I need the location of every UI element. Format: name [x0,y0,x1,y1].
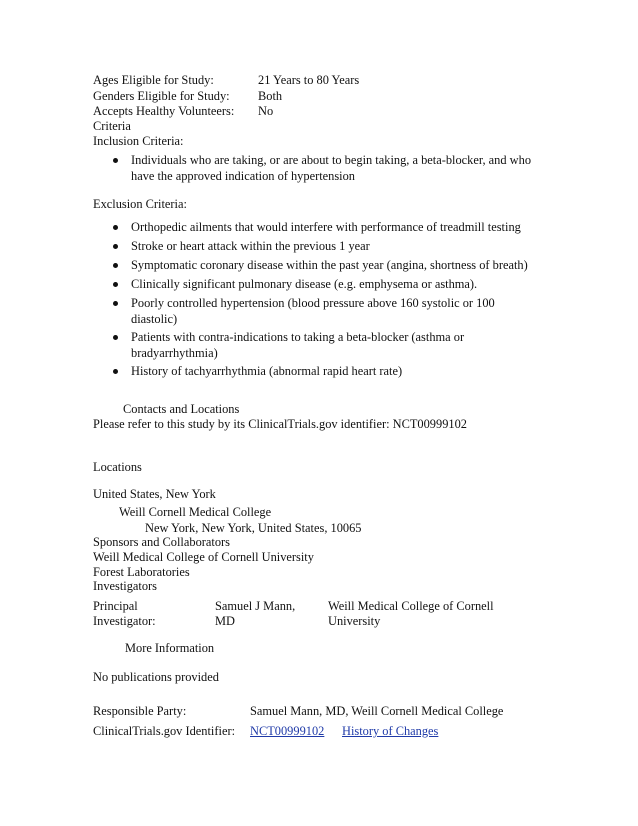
more-info-heading: More Information [125,641,215,655]
genders-value: Both [258,89,283,103]
bullet-icon [113,335,118,340]
bullet-icon [113,282,118,287]
refer-text: Please refer to this study by its ClinicalTrials.gov identifier: NCT00999102 [93,417,467,431]
healthy-volunteers-value: No [258,104,274,118]
publications-text: No publications provided [93,670,219,684]
contacts-heading: Contacts and Locations [123,402,240,416]
sponsor-item: Forest Laboratories [93,565,190,579]
bullet-icon [113,158,118,163]
bullet-icon [113,369,118,374]
responsible-party-value: Samuel Mann, MD, Weill Cornell Medical College [250,704,504,718]
location-address: New York, New York, United States, 10065 [145,521,362,535]
exclusion-heading: Exclusion Criteria: [93,197,187,211]
ages-value: 21 Years to 80 Years [258,73,360,87]
investigator-affiliation: Weill Medical College of Cornell University [328,599,494,628]
bullet-icon [113,225,118,230]
genders-label: Genders Eligible for Study: [93,89,230,103]
location-facility: Weill Cornell Medical College [119,505,272,519]
sponsors-heading: Sponsors and Collaborators [93,535,230,549]
locations-heading: Locations [93,460,142,474]
exclusion-item: Symptomatic coronary disease within the past year (angina, shortness of breath) [131,258,528,272]
investigators-heading: Investigators [93,579,158,593]
investigator-name: Samuel J Mann, MD [215,599,296,628]
identifier-link[interactable]: NCT00999102 [250,724,325,738]
bullet-icon [113,244,118,249]
sponsor-item: Weill Medical College of Cornell University [93,550,314,564]
identifier-label: ClinicalTrials.gov Identifier: [93,724,236,738]
ages-label: Ages Eligible for Study: [93,73,214,87]
exclusion-item: Poorly controlled hypertension (blood pressure above 160 systolic or 100 diastolic) [131,296,495,327]
criteria-heading: Criteria [93,119,131,133]
exclusion-item: Stroke or heart attack within the previous 1 year [131,239,370,253]
inclusion-heading: Inclusion Criteria: [93,134,184,148]
healthy-volunteers-label: Accepts Healthy Volunteers: [93,104,235,118]
exclusion-item: History of tachyarrhythmia (abnormal rapid heart rate) [131,364,403,378]
responsible-party-label: Responsible Party: [93,704,187,718]
exclusion-item: Clinically significant pulmonary disease (e.g. emphysema or asthma). [131,277,478,291]
investigator-role: Principal Investigator: [93,599,156,628]
history-of-changes-link[interactable]: History of Changes [342,724,439,738]
bullet-icon [113,263,118,268]
bullet-icon [113,301,118,306]
location-country-state: United States, New York [93,487,216,501]
exclusion-item: Patients with contra-indications to taking a beta-blocker (asthma or bradyarrhythmia) [131,330,465,361]
inclusion-item: Individuals who are taking, or are about to begin taking, a beta-blocker, and who have the approved indication of hypertension [131,153,532,184]
exclusion-item: Orthopedic ailments that would interfere with performance of treadmill testing [131,220,521,234]
